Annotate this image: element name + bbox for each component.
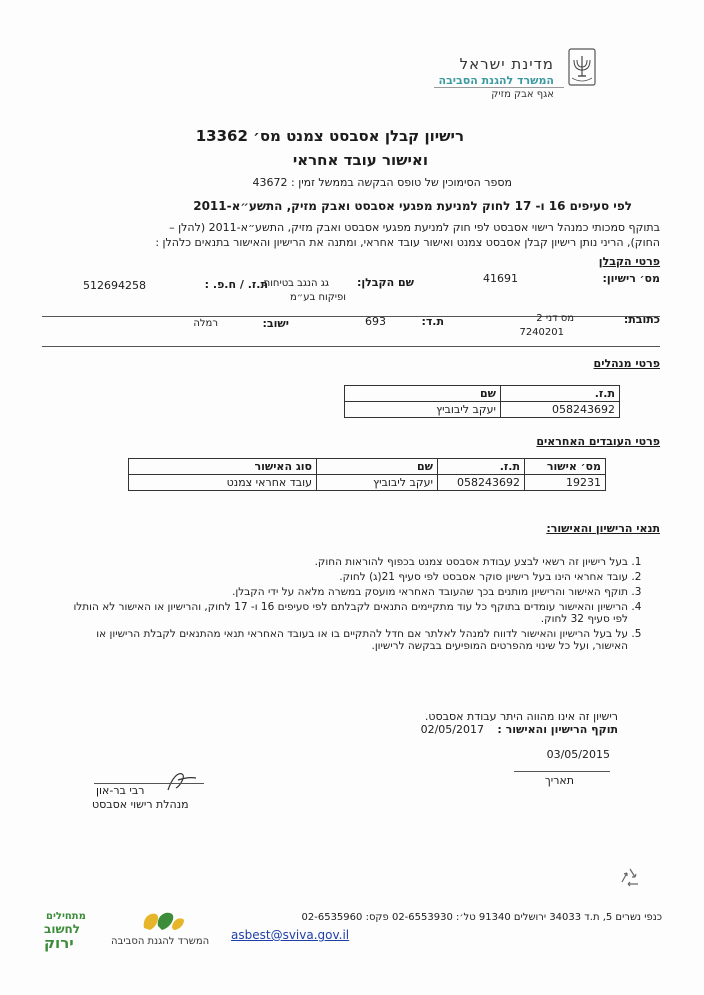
workers-col-name: שם [317, 459, 438, 475]
managers-col-name: שם [345, 386, 501, 402]
workers-table [128, 458, 606, 491]
condition-item: 1. בעל רישיון זה רשאי לבצע עבודת אסבסט צמנט בכפוף להוראות החוק. [68, 556, 628, 568]
managers-section-title: פרטי מנהלים [593, 357, 660, 370]
company-id-value: 512694258 [83, 279, 146, 292]
validity-date: 02/05/2017 [420, 723, 484, 736]
address-line-2: 7240201 [519, 327, 564, 338]
table-row [345, 402, 620, 418]
pobox-label: ת.ד: [421, 315, 444, 328]
address-line-1: מס דני 2 [536, 313, 574, 324]
workers-col-permit: מס׳ אישור [525, 459, 606, 475]
table-row [129, 475, 606, 491]
conditions-list [68, 556, 660, 655]
condition-item: 2. עובד אחראי הינו בעל רישיון סוקר אסבסט לפי סעיף 21(ג) לחוק. [68, 571, 628, 583]
workers-header-row [129, 459, 606, 475]
date-label: תאריך [544, 774, 574, 787]
license-number-label: מס׳ רישיון: [602, 272, 660, 285]
worker-name: יעקב ליבוביץ [317, 475, 438, 491]
contact-email[interactable]: asbest@sviva.gov.il [231, 928, 350, 942]
worker-permit: 19231 [525, 475, 606, 491]
address-label: כתובת: [623, 313, 660, 326]
green-logo-line-3: ירוק [44, 934, 74, 952]
approval-title: ואישור עובד אחראי [292, 151, 428, 169]
city-value: רמלה [193, 318, 218, 329]
contractor-bottom-rule [42, 346, 660, 347]
condition-item: 4. הרישיון והאישור עומדים בתוקף כל עוד מתקיימים התנאים לקבלתם לפי סעיפים 16 ו- 17 לחוק, והרישיון או האישור לא הותלו לפי סעיף 32 לחוק. [68, 601, 628, 625]
not-a-work-permit-note: רישיון זה אינו מהווה היתר עבודת אסבסט. [424, 710, 618, 723]
condition-item: 5. על בעל הרישיון והאישור לדווח למנהל לאלתר אם חדל להתקיים בו או בעובד האחראי תנאי מהתנאים לקבלת הרישיון או האישור, ועל כל שינוי מהפרטים המופיעים בבקשה לרישיון. [68, 628, 628, 652]
intro-line-1: בתוקף סמכותי כמנהל רישוי אסבסט לפי חוק למניעת מפגעי אסבסט ואבק מזיק, התשע״א-2011 (להלן – [169, 221, 660, 234]
condition-item: 3. תוקף האישור והרישיון מותנים בכך שהעובד האחראי מועסק במשרה מלאה על ידי הקבלן. [68, 586, 628, 598]
workers-section-title: פרטי העובדים האחראים [536, 435, 660, 448]
ministry-name: המשרד להגנת הסביבה [438, 74, 554, 87]
validity-label: תוקף הרישיון והאישור : [497, 723, 618, 736]
recycle-icon [618, 866, 642, 890]
header-rule [434, 87, 564, 88]
city-label: ישוב: [262, 317, 289, 330]
signature-date: 03/05/2015 [546, 748, 610, 761]
date-rule [514, 771, 610, 772]
contractor-name-label: שם הקבלן: [356, 276, 414, 289]
managers-header-row [345, 386, 620, 402]
conditions-section-title: תנאי הרישיון והאישור: [546, 522, 660, 535]
emblem-icon [568, 48, 596, 86]
worker-permit-type: עובד אחראי צמנט [129, 475, 317, 491]
law-reference: לפי סעיפים 16 ו- 17 לחוק למניעת מפגעי אסבסט ואבק מזיק, התשע״א-2011 [193, 199, 632, 213]
workers-col-type: סוג האישור [129, 459, 317, 475]
form-reference: מספר הסימוכין של טופס הבקשה בממשל זמין : 43672 [252, 176, 512, 189]
contractor-section-title: פרטי הקבלן [598, 255, 660, 268]
signer-name: רבי בר-און [96, 784, 145, 797]
green-logo-line-1: מתחילים [46, 911, 86, 922]
pobox-value: 693 [365, 315, 386, 328]
division-name: אגף אבק מזיק [491, 89, 554, 100]
license-title: רישיון קבלן אסבסט צמנט מס׳ 13362 [195, 127, 464, 145]
manager-id: 058243692 [501, 402, 620, 418]
managers-col-id: ת.ז. [501, 386, 620, 402]
signer-title: מנהלת רישוי אסבסט [92, 798, 189, 811]
managers-table [344, 385, 620, 418]
contractor-name-line-1: גג הנגב בטיחות [263, 278, 329, 289]
green-logo-line-2: לחשוב [44, 922, 81, 936]
company-id-label: ת.ז. / ח.פ. : [204, 278, 268, 291]
office-address: כנפי נשרים 5, ת.ד 34033 ירושלים 91340 טל׳: 02-6553930 פקס: 02-6535960 [301, 912, 662, 923]
worker-id: 058243692 [438, 475, 525, 491]
ministry-leaf-logo-icon [140, 908, 186, 934]
ministry-logo-text: המשרד להגנת הסביבה [111, 936, 210, 947]
workers-col-id: ת.ז. [438, 459, 525, 475]
manager-name: יעקב ליבוביץ [345, 402, 501, 418]
contractor-name-line-2: ופיקוח בע״מ [289, 292, 346, 303]
intro-line-2: החוק), הריני נותן רישיון קבלן אסבסט צמנט ואישור עובד אחראי, ומתנה את הרישיון והאישור בתנאים כלהלן : [155, 236, 660, 249]
license-number-value: 41691 [483, 272, 518, 285]
state-name: מדינת ישראל [459, 55, 554, 73]
